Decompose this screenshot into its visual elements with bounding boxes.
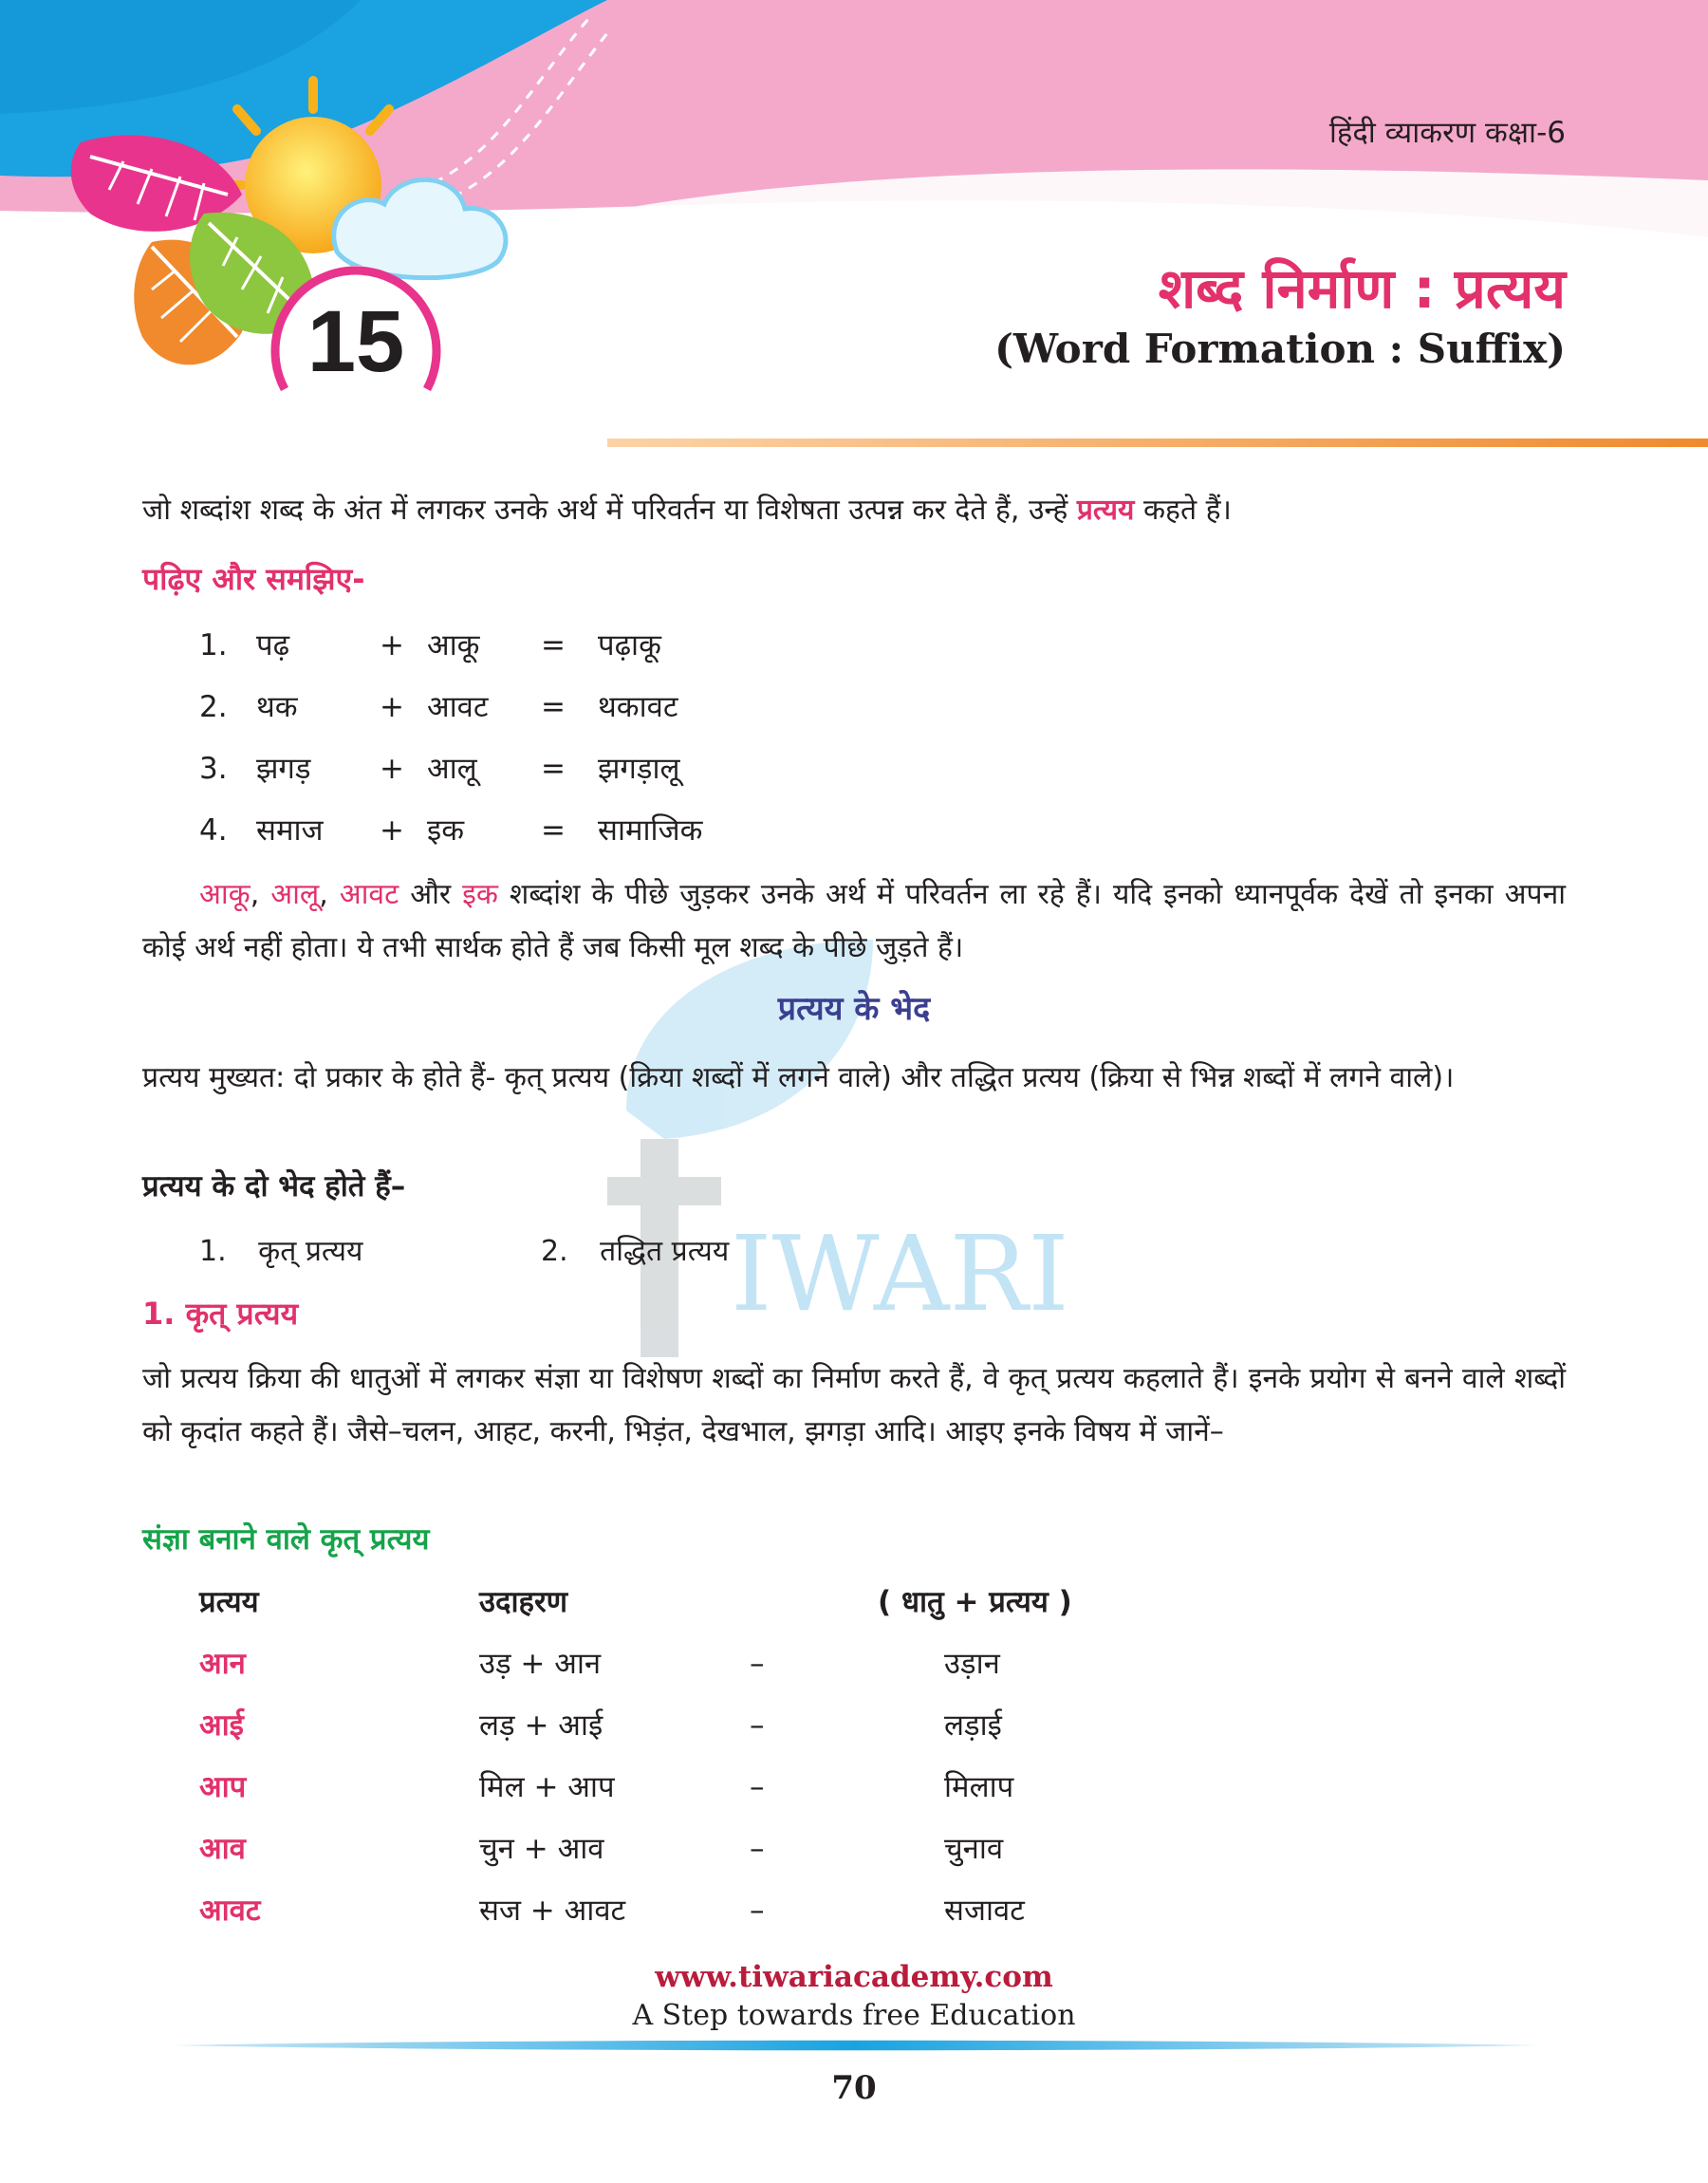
example-num: 1.	[199, 628, 228, 662]
example-result: थकावट	[598, 690, 678, 724]
row-suffix: आवट	[199, 1894, 261, 1928]
intro-highlight-word: प्रत्यय	[1076, 494, 1135, 527]
table-header	[0, 1574, 1708, 1631]
example-equals: =	[541, 752, 566, 786]
suffix-highlight: आवट	[339, 878, 399, 911]
table-row	[0, 1635, 1708, 1692]
type-label: कृत् प्रत्यय	[258, 1235, 363, 1268]
row-result: उड़ान	[944, 1647, 1000, 1681]
example-num: 3.	[199, 752, 228, 786]
row-suffix: आप	[199, 1770, 247, 1804]
row-suffix: आन	[199, 1647, 246, 1681]
example-result: झगड़ालू	[598, 752, 680, 786]
chapter-title: शब्द निर्माण : प्रत्यय	[1158, 256, 1566, 321]
row-example: चुन + आव	[479, 1832, 604, 1866]
row-example: सज + आवट	[479, 1894, 626, 1928]
book-title: हिंदी व्याकरण कक्षा-6	[1328, 116, 1566, 150]
explanation-paragraph	[142, 868, 1566, 975]
page-number: 70	[831, 2069, 877, 2107]
chapter-number: 15	[306, 293, 405, 390]
explanation-text: शब्दांश के पीछे जुड़कर उनके अर्थ में परिवर्तन ला रहे हैं। यदि इनको ध्यानपूर्वक देखें तो इनका अपना कोई अर्थ नहीं होता। ये तभी सार्थक होते हैं जब किसी मूल शब्द के पीछे जुड़ते हैं।	[142, 878, 1566, 964]
example-plus: +	[380, 813, 404, 848]
row-suffix: आई	[199, 1708, 244, 1743]
watermark-text: IWARI	[731, 1213, 1069, 1334]
types-paragraph: प्रत्यय मुख्यत: दो प्रकार के होते हैं- कृत् प्रत्यय (क्रिया शब्दों में लगने वाले) और तद्धित प्रत्यय (क्रिया से भिन्न शब्दों में लगने वाले)।	[142, 1061, 1455, 1094]
noun-suffix-heading: संज्ञा बनाने वाले कृत् प्रत्यय	[142, 1522, 430, 1557]
example-root: झगड़	[256, 752, 311, 786]
table-header-example: उदाहरण	[479, 1585, 568, 1619]
two-types-heading: प्रत्यय के दो भेद होते हैं–	[142, 1169, 406, 1203]
table-row	[0, 1820, 1708, 1877]
row-result: लड़ाई	[944, 1708, 1002, 1743]
example-plus: +	[380, 628, 404, 662]
example-result: पढ़ाकू	[598, 628, 661, 662]
suffix-highlight: आकू	[199, 878, 251, 911]
example-plus: +	[380, 752, 404, 786]
example-plus: +	[380, 690, 404, 724]
chapter-subtitle: (Word Formation : Suffix)	[994, 326, 1566, 372]
table-header-formula: ( धातु + प्रत्यय )	[878, 1585, 1072, 1619]
type-item	[541, 1228, 729, 1276]
row-dash: –	[750, 1770, 765, 1804]
footer-url[interactable]: www.tiwariacademy.com	[655, 1960, 1053, 1994]
example-root: थक	[256, 690, 298, 724]
table-row	[0, 1759, 1708, 1816]
type-label: तद्धित प्रत्यय	[600, 1235, 730, 1268]
example-num: 4.	[199, 813, 228, 848]
row-dash: –	[750, 1832, 765, 1866]
example-suffix: आवट	[427, 690, 489, 724]
krit-heading: 1. कृत् प्रत्यय	[142, 1296, 299, 1332]
example-num: 2.	[199, 690, 228, 724]
example-result: सामाजिक	[598, 813, 703, 848]
table-header-suffix: प्रत्यय	[199, 1585, 259, 1619]
separator: ,	[250, 878, 271, 911]
row-example: मिल + आप	[479, 1770, 615, 1804]
footer-tagline: A Step towards free Education	[632, 1999, 1076, 2032]
example-suffix: इक	[427, 813, 465, 848]
header-banner	[0, 0, 1708, 456]
example-equals: =	[541, 813, 566, 848]
row-result: चुनाव	[944, 1832, 1004, 1866]
separator: ,	[319, 878, 340, 911]
row-dash: –	[750, 1708, 765, 1743]
example-suffix: आकू	[427, 628, 480, 662]
example-equals: =	[541, 690, 566, 724]
suffix-highlight: इक	[462, 878, 498, 911]
row-result: सजावट	[944, 1894, 1025, 1928]
intro-text-end: कहते हैं।	[1134, 494, 1232, 527]
read-heading: पढ़िए और समझिए-	[142, 561, 365, 597]
table-row	[0, 1882, 1708, 1939]
types-heading: प्रत्यय के भेद	[777, 990, 931, 1028]
row-dash: –	[750, 1894, 765, 1928]
table-row	[0, 1697, 1708, 1754]
row-dash: –	[750, 1647, 765, 1681]
row-suffix: आव	[199, 1832, 246, 1866]
intro-text: जो शब्दांश शब्द के अंत में लगकर उनके अर्थ में परिवर्तन या विशेषता उत्पन्न कर देते हैं, उन्हें	[142, 494, 1077, 527]
example-root: समाज	[256, 813, 324, 848]
separator: और	[399, 878, 463, 911]
example-suffix: आलू	[427, 752, 477, 786]
type-item	[199, 1228, 362, 1276]
header-rule	[607, 438, 1708, 447]
example-equals: =	[541, 628, 566, 662]
intro-paragraph	[142, 484, 1566, 537]
type-num: 2.	[541, 1235, 568, 1268]
row-example: लड़ + आई	[479, 1708, 603, 1743]
krit-paragraph: जो प्रत्यय क्रिया की धातुओं में लगकर संज्ञा या विशेषण शब्दों का निर्माण करते हैं, वे कृत् प्रत्यय कहलाते हैं। इनके प्रयोग से बनने वाले शब्दों को कृदांत कहते हैं। जैसे–चलन, आहट, करनी, भिड़ंत, देखभाल, झगड़ा आदि। आइए इनके विषय में जानें–	[142, 1362, 1566, 1448]
suffix-highlight: आलू	[270, 878, 320, 911]
example-root: पढ़	[256, 628, 290, 662]
type-num: 1.	[199, 1235, 227, 1268]
row-example: उड़ + आन	[479, 1647, 602, 1681]
footer-rule	[171, 2039, 1537, 2052]
row-result: मिलाप	[944, 1770, 1014, 1804]
